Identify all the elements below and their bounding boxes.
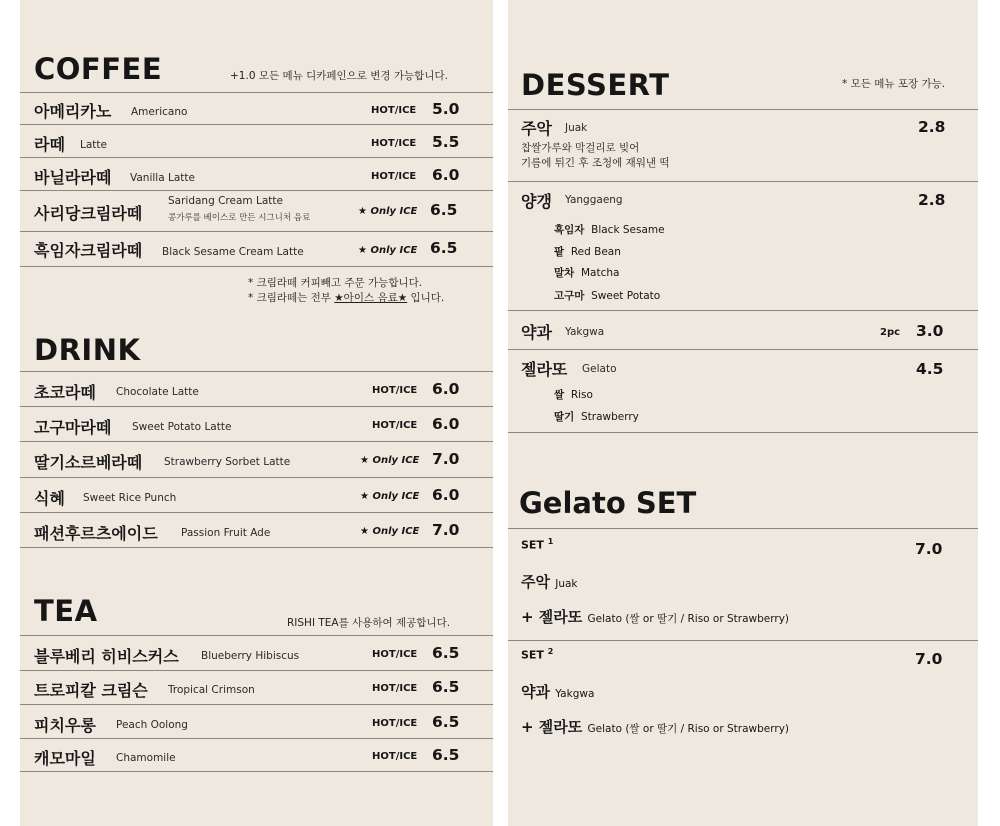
item-name-en: Passion Fruit Ade	[181, 527, 271, 539]
tea-title: TEA	[34, 594, 98, 628]
dessert-yanggaeng-price: 2.8	[918, 191, 946, 209]
gelato-set-title: Gelato SET	[519, 486, 697, 520]
item-price: 5.0	[432, 100, 460, 118]
item-temp: ★ Only ICE	[358, 206, 418, 217]
item-name-ko: 흑임자크림라떼	[34, 241, 143, 260]
option-en: Riso	[570, 389, 593, 401]
option-item	[554, 288, 660, 303]
item-price: 6.0	[432, 166, 460, 184]
menu-item	[20, 671, 493, 705]
item-name-en: Americano	[131, 106, 188, 118]
item-price: 6.5	[432, 746, 460, 764]
item-name-en: Latte	[80, 139, 107, 151]
dessert-juak-price: 2.8	[918, 118, 946, 136]
footnote-text: * 크림라떼는 전부	[248, 292, 335, 304]
menu-item	[20, 513, 493, 547]
dessert-gelato-price: 4.5	[916, 360, 944, 378]
footnote-emphasis: ★아이스 음료★	[334, 292, 408, 304]
item-name-en: Tropical Crimson	[168, 684, 255, 696]
set-label-text: SET	[521, 538, 544, 552]
item-temp: HOT/ICE	[372, 385, 418, 396]
item-name-ko: 캐모마일	[34, 749, 96, 768]
item-name-en: Saridang Cream Latte	[168, 195, 283, 207]
dessert-yakgwa-price: 3.0	[916, 322, 944, 340]
set-item-en: Yakgwa	[555, 688, 595, 700]
option-item	[554, 265, 619, 280]
item-name-en: Sweet Potato Latte	[132, 421, 232, 433]
item-price: 6.5	[432, 678, 460, 696]
set-1-line-1	[521, 571, 578, 592]
option-en: Red Bean	[570, 246, 621, 258]
right-menu-panel	[508, 0, 978, 826]
dessert-yakgwa-en: Yakgwa	[565, 326, 605, 338]
set-item-ko: + 젤라또	[521, 608, 583, 626]
item-price: 7.0	[432, 521, 460, 539]
dessert-gelato-name: 젤라또	[521, 360, 568, 379]
set-2-price: 7.0	[915, 650, 943, 668]
item-temp: HOT/ICE	[371, 171, 417, 182]
menu-item	[20, 372, 493, 406]
item-price: 6.0	[432, 486, 460, 504]
item-name-en: Chamomile	[116, 752, 176, 764]
item-name-ko: 초코라떼	[34, 383, 96, 402]
item-temp: HOT/ICE	[372, 751, 418, 762]
option-en: Strawberry	[580, 411, 639, 423]
item-name-en: Sweet Rice Punch	[83, 492, 177, 504]
item-temp: HOT/ICE	[371, 105, 417, 116]
menu-item	[20, 478, 493, 512]
item-temp: HOT/ICE	[372, 420, 418, 431]
tea-note: RISHI TEA를 사용하여 제공합니다.	[287, 617, 451, 629]
option-ko: 고구마	[554, 290, 585, 302]
item-subtitle: 콩가루를 베이스로 만든 시그니처 음료	[168, 213, 311, 223]
dessert-juak-desc-1: 찹쌀가루와 막걸리로 빚어	[521, 142, 640, 154]
set-2-label	[521, 647, 553, 662]
item-temp: HOT/ICE	[371, 138, 417, 149]
set-item-en: Gelato (쌀 or 딸기 / Riso or Strawberry)	[587, 723, 790, 735]
item-name-en: Peach Oolong	[116, 719, 188, 731]
item-price: 6.5	[432, 644, 460, 662]
item-name-ko: 고구마라떼	[34, 418, 112, 437]
drink-title: DRINK	[34, 333, 141, 367]
menu-item	[20, 93, 493, 127]
item-name-en: Black Sesame Cream Latte	[162, 246, 304, 258]
option-ko: 말차	[554, 267, 575, 279]
dessert-juak-en: Juak	[565, 122, 588, 134]
coffee-title: COFFEE	[34, 52, 163, 86]
option-item	[554, 409, 639, 424]
option-ko: 딸기	[554, 411, 575, 423]
menu-item	[20, 407, 493, 441]
item-temp: ★ Only ICE	[358, 245, 418, 256]
option-ko: 팥	[554, 246, 565, 258]
dessert-note: * 모든 메뉴 포장 가능.	[842, 78, 946, 90]
item-temp: HOT/ICE	[372, 718, 418, 729]
set-2-line-2	[521, 716, 789, 737]
dessert-yanggaeng-en: Yanggaeng	[565, 194, 623, 206]
footnote-text: 입니다.	[407, 292, 445, 304]
set-item-en: Juak	[555, 578, 578, 590]
set-label-text: SET	[521, 648, 544, 662]
left-menu-panel	[20, 0, 493, 826]
set-item-ko: + 젤라또	[521, 718, 583, 736]
menu-item	[20, 442, 493, 476]
set-item-en: Gelato (쌀 or 딸기 / Riso or Strawberry)	[587, 613, 790, 625]
coffee-note: +1.0 모든 메뉴 디카페인으로 변경 가능합니다.	[230, 70, 448, 82]
option-item	[554, 244, 621, 259]
dessert-title: DESSERT	[521, 68, 670, 102]
set-2-line-1	[521, 681, 594, 702]
item-name-ko: 아메리카노	[34, 102, 112, 121]
menu-item	[20, 739, 493, 773]
item-price: 6.0	[432, 415, 460, 433]
coffee-footnote-1: * 크림라떼 커피빼고 주문 가능합니다.	[248, 277, 423, 289]
set-1-price: 7.0	[915, 540, 943, 558]
dessert-yakgwa-name: 약과	[521, 323, 552, 342]
set-1-label	[521, 537, 553, 552]
item-name-en: Strawberry Sorbet Latte	[164, 456, 291, 468]
item-price: 6.5	[430, 201, 458, 219]
item-temp: ★ Only ICE	[360, 526, 420, 537]
set-number: 2	[547, 647, 554, 656]
coffee-footnote-2	[248, 290, 444, 305]
item-name-ko: 블루베리 히비스커스	[34, 647, 179, 666]
set-item-ko: 약과	[521, 683, 550, 701]
option-en: Black Sesame	[591, 224, 665, 236]
item-temp: HOT/ICE	[372, 683, 418, 694]
item-name-ko: 식혜	[34, 489, 65, 508]
item-name-ko: 피치우롱	[34, 716, 96, 735]
item-name-en: Blueberry Hibiscus	[201, 650, 300, 662]
option-en: Sweet Potato	[591, 290, 661, 302]
menu-item	[20, 125, 493, 159]
menu-item	[20, 191, 493, 231]
set-1-line-2	[521, 606, 789, 627]
item-name-ko: 트로피칼 크림슨	[34, 681, 148, 700]
dessert-juak-desc-2: 기름에 튀긴 후 조청에 재워낸 떡	[521, 157, 670, 169]
item-name-ko: 딸기소르베라떼	[34, 453, 143, 472]
dessert-yakgwa-qty: 2pc	[880, 327, 901, 338]
item-price: 6.5	[432, 713, 460, 731]
option-item	[554, 222, 665, 237]
item-name-ko: 바닐라라떼	[34, 168, 112, 187]
menu-item	[20, 636, 493, 670]
dessert-juak-name: 주악	[521, 119, 552, 138]
menu-item	[20, 705, 493, 739]
dessert-gelato-en: Gelato	[582, 363, 617, 375]
item-name-ko: 패션후르츠에이드	[34, 524, 158, 543]
item-name-en: Chocolate Latte	[116, 386, 199, 398]
item-temp: ★ Only ICE	[360, 491, 420, 502]
item-price: 5.5	[432, 133, 460, 151]
option-ko: 쌀	[554, 389, 565, 401]
item-price: 6.5	[430, 239, 458, 257]
option-item	[554, 387, 593, 402]
item-name-en: Vanilla Latte	[130, 172, 195, 184]
dessert-yanggaeng-name: 양갱	[521, 192, 552, 211]
item-name-ko: 라떼	[34, 135, 65, 154]
menu-item	[20, 158, 493, 192]
item-price: 7.0	[432, 450, 460, 468]
item-name-ko: 사리당크림라떼	[34, 204, 143, 223]
option-en: Matcha	[580, 267, 620, 279]
item-temp: ★ Only ICE	[360, 455, 420, 466]
item-temp: HOT/ICE	[372, 649, 418, 660]
set-number: 1	[547, 537, 554, 546]
menu-item	[20, 232, 493, 266]
set-item-ko: 주악	[521, 573, 550, 591]
item-price: 6.0	[432, 380, 460, 398]
option-ko: 흑임자	[554, 224, 585, 236]
